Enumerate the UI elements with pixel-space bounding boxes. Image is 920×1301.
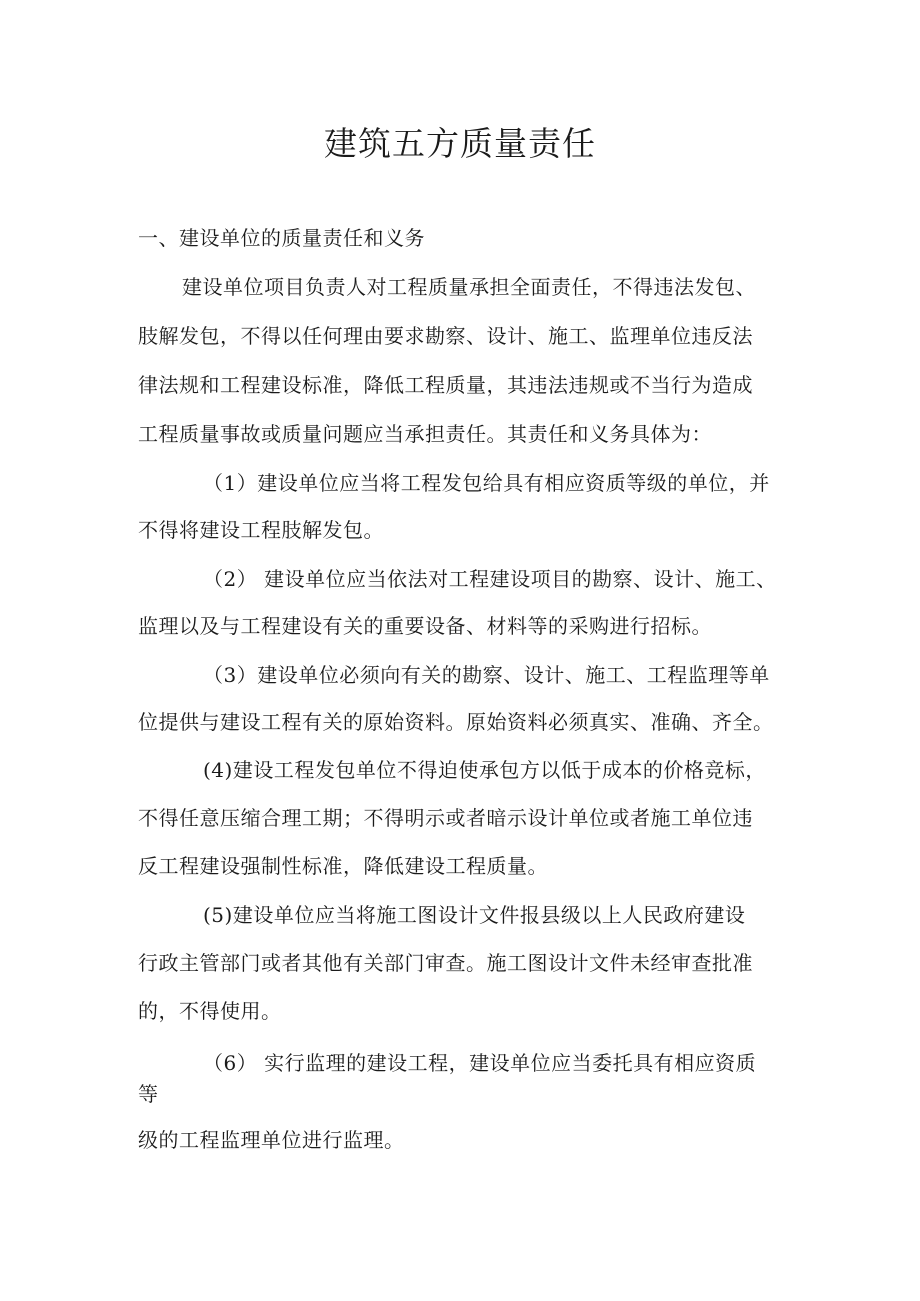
item-1-line: （1）建设单位应当将工程发包给具有相应资质等级的单位，并 bbox=[203, 471, 770, 495]
item-5-line: (5)建设单位应当将施工图设计文件报县级以上人民政府建设 bbox=[203, 903, 746, 927]
item-4-line: 反工程建设强制性标准，降低建设工程质量。 bbox=[138, 854, 548, 878]
intro-line: 建设单位项目负责人对工程质量承担全面责任，不得违法发包、 bbox=[182, 275, 756, 299]
intro-line: 工程质量事故或质量问题应当承担责任。其责任和义务具体为： bbox=[138, 422, 712, 446]
intro-line: 肢解发包，不得以任何理由要求勘察、设计、施工、监理单位违反法 bbox=[138, 324, 753, 348]
item-2-line: 监理以及与工程建设有关的重要设备、材料等的采购进行招标。 bbox=[138, 614, 712, 638]
item-6-line: 等 bbox=[138, 1082, 159, 1106]
item-3-line: 位提供与建设工程有关的原始资料。原始资料必须真实、准确、齐全。 bbox=[138, 710, 774, 734]
item-3-line: （3）建设单位必须向有关的勘察、设计、施工、工程监理等单 bbox=[203, 663, 770, 687]
item-5-line: 行政主管部门或者其他有关部门审查。施工图设计文件未经审查批准 bbox=[138, 951, 753, 975]
item-1-line: 不得将建设工程肢解发包。 bbox=[138, 518, 384, 542]
item-4-line: 不得任意压缩合理工期；不得明示或者暗示设计单位或者施工单位违 bbox=[138, 806, 753, 830]
section-heading: 一、建设单位的质量责任和义务 bbox=[138, 226, 425, 250]
intro-line: 律法规和工程建设标准，降低工程质量，其违法违规或不当行为造成 bbox=[138, 373, 753, 397]
item-5-line: 的，不得使用。 bbox=[138, 999, 282, 1023]
item-4-line: (4)建设工程发包单位不得迫使承包方以低于成本的价格竞标， bbox=[203, 758, 766, 782]
document-title: 建筑五方质量责任 bbox=[324, 124, 596, 163]
item-2-line: （2） 建设单位应当依法对工程建设项目的勘察、设计、施工、 bbox=[203, 567, 777, 591]
item-6-line: 级的工程监理单位进行监理。 bbox=[138, 1128, 405, 1152]
item-6-line: （6） 实行监理的建设工程，建设单位应当委托具有相应资质 bbox=[203, 1051, 757, 1075]
